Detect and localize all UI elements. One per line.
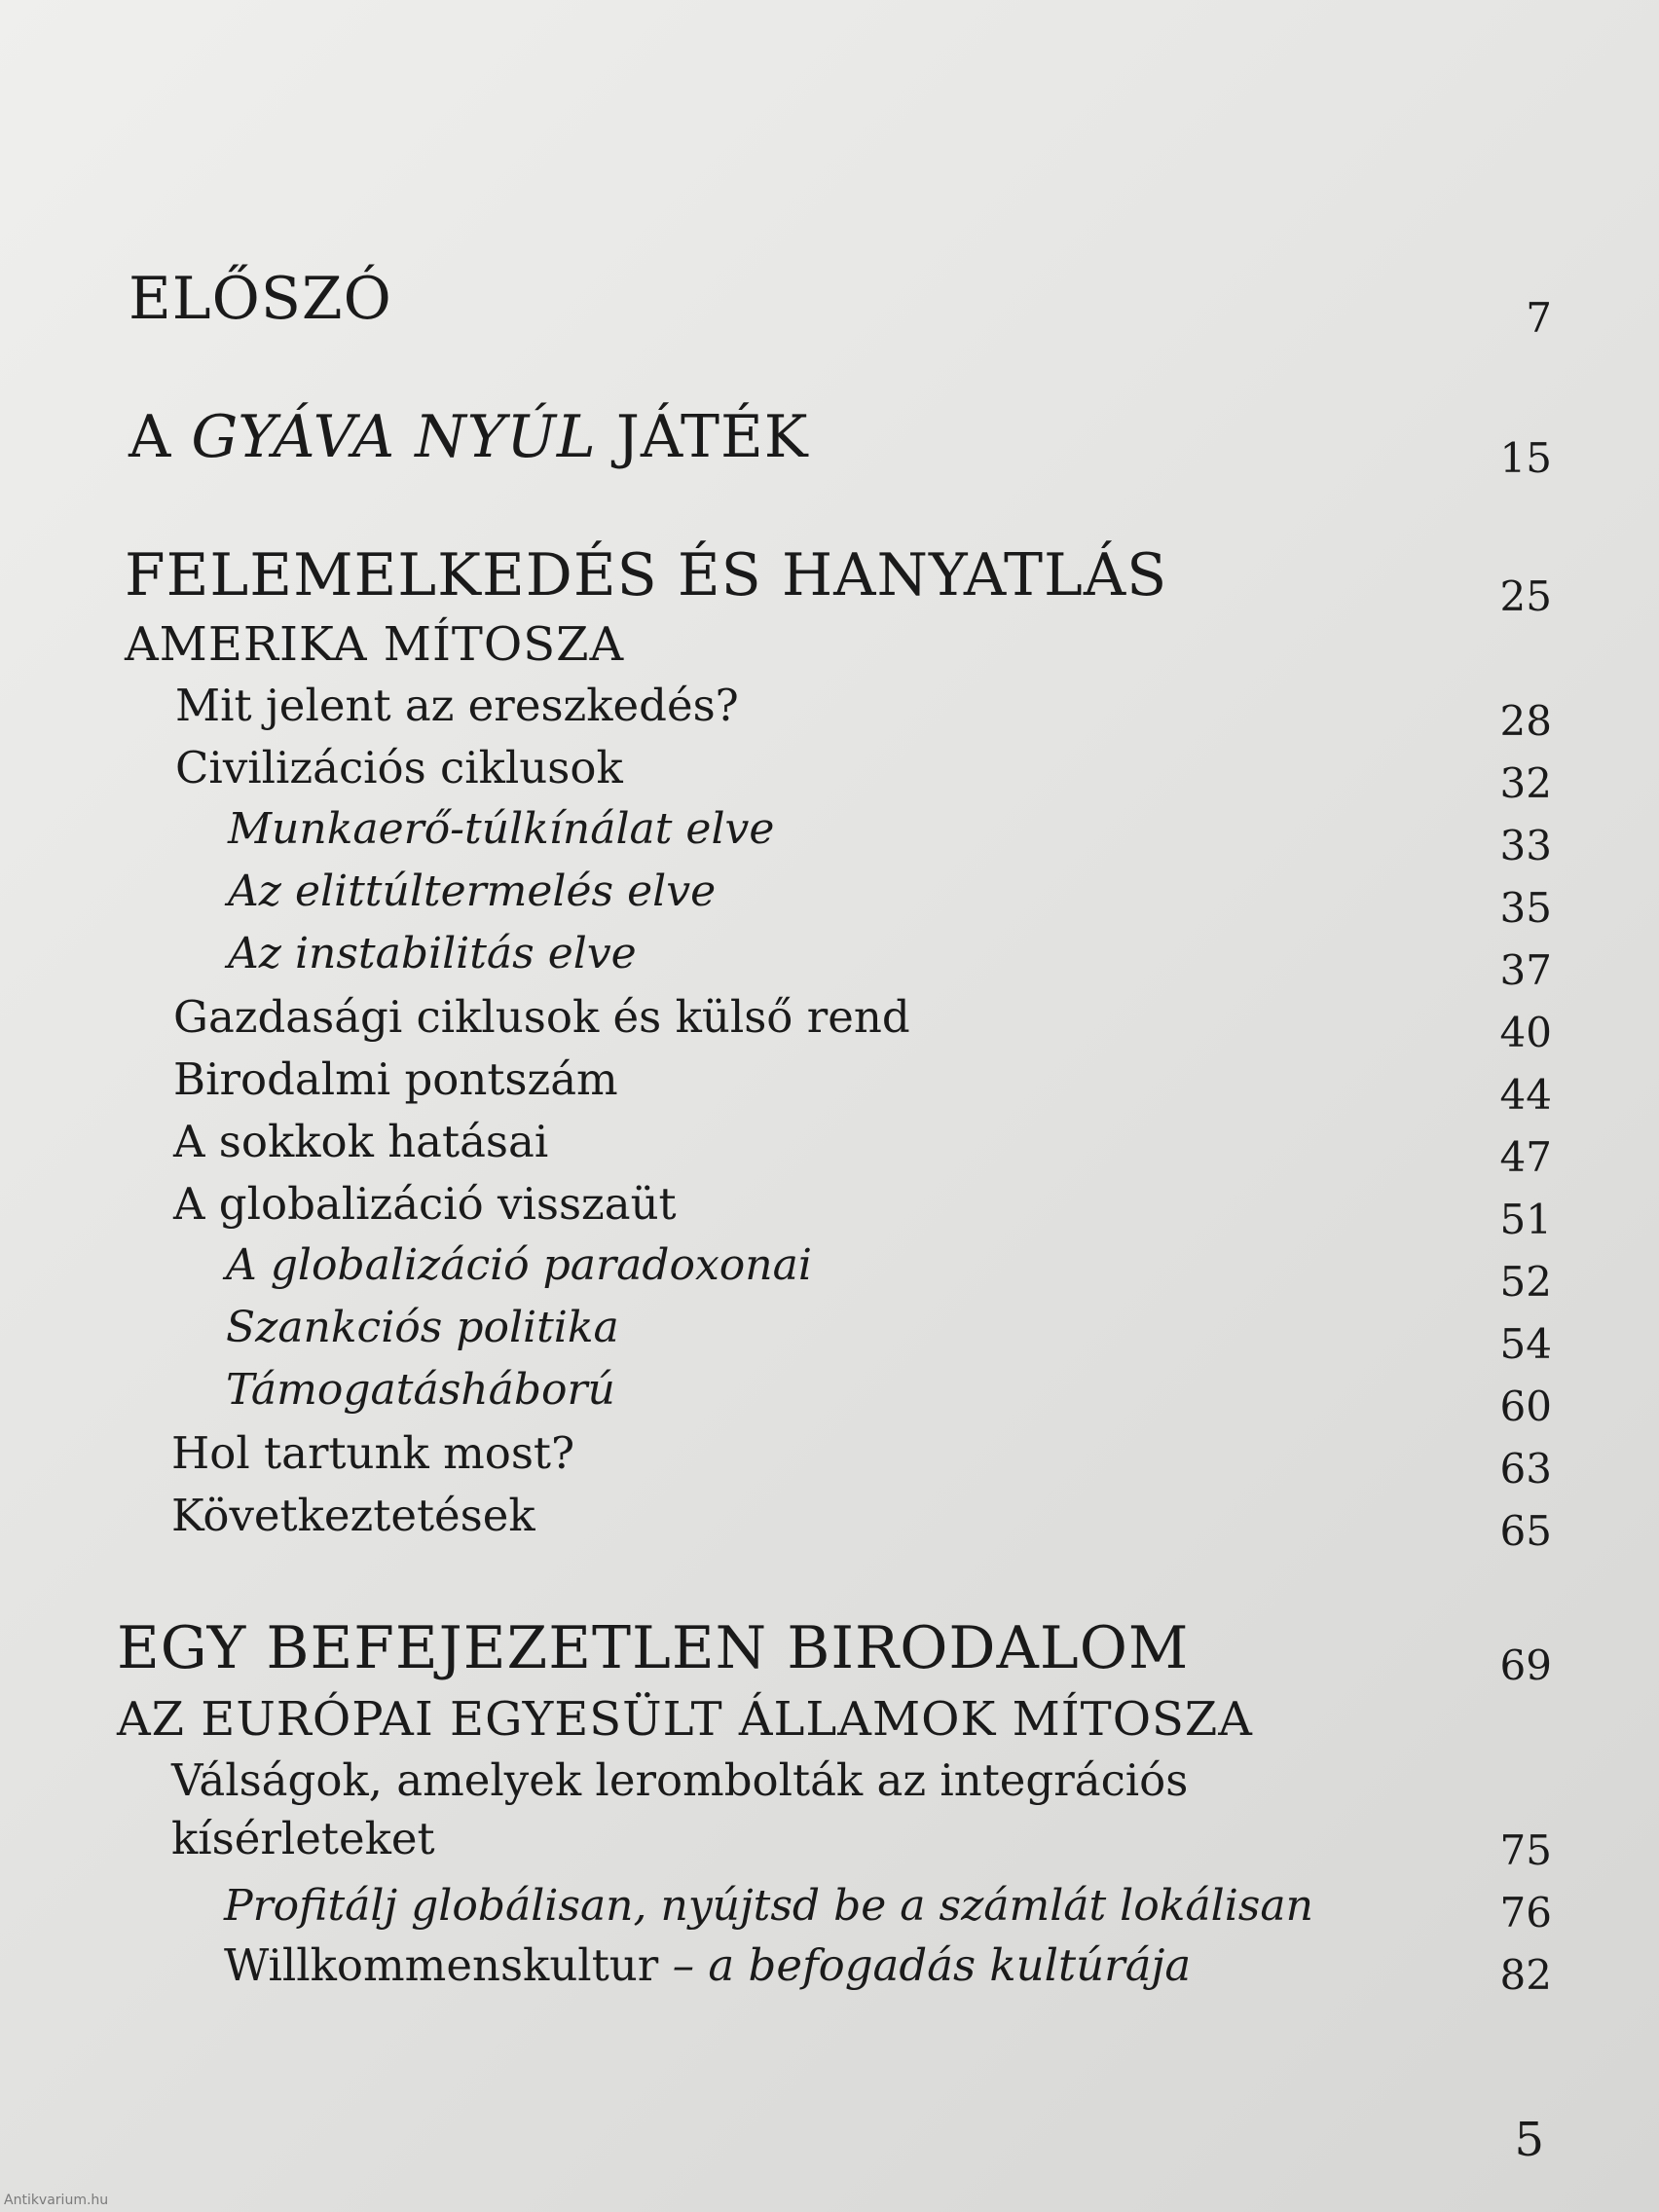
toc-section-valsagok-line1: Válságok, amelyek lerombolták az integrációs: [171, 1754, 1189, 1806]
toc-chapter-subtitle-europai: AZ EURÓPAI EGYESÜLT ÁLLAMOK MÍTOSZA: [117, 1692, 1253, 1747]
toc-page-sokkok: 47: [1499, 1133, 1552, 1181]
toc-section-globalizacio: A globalizáció visszaüt: [173, 1178, 677, 1230]
toc-page-hol-tartunk: 63: [1499, 1445, 1552, 1493]
toc-page-gyava-nyul: 15: [1499, 434, 1552, 482]
toc-page-instabilitas: 37: [1499, 946, 1552, 994]
toc-section-hol-tartunk: Hol tartunk most?: [171, 1427, 575, 1479]
toc-chapter-subtitle-amerika: AMERIKA MÍTOSZA: [125, 617, 625, 672]
toc-subsection-szankcios: Szankciós politika: [226, 1303, 619, 1352]
toc-chapter-eloszo: ELŐSZÓ: [129, 265, 392, 333]
toc-subsection-instabilitas: Az instabilitás elve: [228, 929, 637, 978]
toc-chapter-gyava-nyul: [129, 403, 809, 471]
toc-subsection-elittultermeles: Az elittúltermelés elve: [228, 866, 717, 916]
toc-page-profitalj: 76: [1499, 1889, 1552, 1936]
chapter-title-italic: GYÁVA NYÚL: [191, 403, 597, 471]
toc-page-eloszo: 7: [1526, 294, 1552, 342]
toc-page-befejezetlen: 69: [1499, 1641, 1552, 1689]
toc-page-willkommenskultur: 82: [1499, 1951, 1552, 1999]
toc-section-valsagok-line2: kísérleteket: [171, 1813, 435, 1864]
toc-page-tamogatashaboru: 60: [1499, 1382, 1552, 1430]
toc-page-birodalmi: 44: [1499, 1071, 1552, 1119]
toc-section-sokkok: A sokkok hatásai: [173, 1116, 549, 1167]
toc-page-civilizacios: 32: [1499, 759, 1552, 807]
toc-subsection-munkaero: Munkaerő-túlkínálat elve: [228, 804, 775, 854]
chapter-title-prefix: A: [129, 403, 192, 471]
toc-chapter-felemelkedes: FELEMELKEDÉS ÉS HANYATLÁS: [125, 541, 1168, 609]
chapter-title-suffix: JÁTÉK: [596, 403, 809, 471]
toc-section-ereszkedes: Mit jelent az ereszkedés?: [175, 680, 739, 731]
toc-section-gazdasagi: Gazdasági ciklusok és külső rend: [173, 991, 910, 1043]
toc-chapter-befejezetlen: EGY BEFEJEZETLEN BIRODALOM: [117, 1614, 1190, 1682]
toc-page-gazdasagi: 40: [1499, 1009, 1552, 1056]
toc-subsection-tamogatashaboru: Támogatásháború: [226, 1365, 615, 1415]
toc-page-paradoxonai: 52: [1499, 1258, 1552, 1306]
toc-page-felemelkedes: 25: [1499, 572, 1552, 620]
toc-section-kovetkeztetesek: Következtetések: [171, 1490, 535, 1541]
toc-subsection-profitalj: Profitálj globálisan, nyújtsd be a számlát lokálisan: [224, 1881, 1313, 1931]
page-number: 5: [1514, 2113, 1544, 2167]
willkommenskultur-gloss: – a befogadás kultúrája: [658, 1939, 1192, 1991]
toc-page-elittultermeles: 35: [1499, 884, 1552, 932]
toc-page-valsagok: 75: [1499, 1826, 1552, 1874]
source-watermark: Antikvarium.hu: [4, 2193, 109, 2208]
toc-page-kovetkeztetesek: 65: [1499, 1507, 1552, 1555]
toc-subsection-willkommenskultur: [224, 1939, 1191, 1991]
toc-page-ereszkedes: 28: [1499, 697, 1552, 745]
toc-page-szankcios: 54: [1499, 1320, 1552, 1368]
toc-page-munkaero: 33: [1499, 822, 1552, 869]
toc-subsection-paradoxonai: A globalizáció paradoxonai: [226, 1240, 812, 1290]
toc-section-civilizacios: Civilizációs ciklusok: [175, 742, 623, 793]
toc-section-birodalmi: Birodalmi pontszám: [173, 1053, 618, 1105]
toc-page-globalizacio: 51: [1499, 1196, 1552, 1243]
willkommenskultur-term: Willkommenskultur: [224, 1939, 659, 1991]
